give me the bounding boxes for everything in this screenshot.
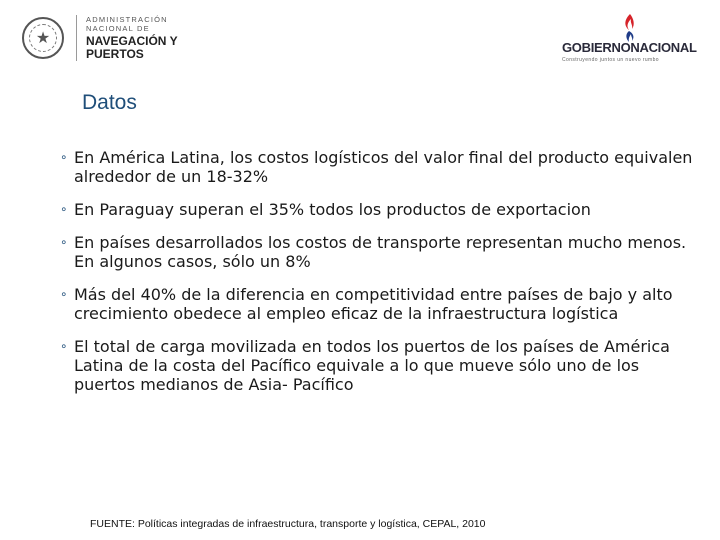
bullet-text: En América Latina, los costos logísticos del valor final del producto equivalen alrededor de un 18-32% bbox=[74, 148, 693, 186]
logo-divider bbox=[76, 15, 77, 61]
bullet-text: En países desarrollados los costos de transporte representan mucho menos. En algunos casos, sólo un 8% bbox=[74, 233, 687, 271]
government-logo bbox=[562, 14, 697, 64]
bullet-text: Más del 40% de la diferencia en competitividad entre países de bajo y alto crecimiento obedece al empleo eficaz de la infraestructura logística bbox=[74, 285, 673, 323]
source-footnote: FUENTE: Políticas integradas de infraestructura, transporte y logística, CEPAL, 2010 bbox=[90, 518, 486, 530]
bullet-item bbox=[60, 200, 700, 219]
agency-line1: ADMINISTRACIÓN bbox=[86, 15, 168, 24]
agency-name bbox=[86, 15, 178, 61]
national-seal-icon bbox=[22, 17, 64, 59]
bullet-text: En Paraguay superan el 35% todos los productos de exportacion bbox=[74, 200, 591, 219]
government-tagline: Construyendo juntos un nuevo rumbo bbox=[562, 57, 659, 63]
government-name-part2: NACIONAL bbox=[630, 40, 697, 55]
bullet-text: El total de carga movilizada en todos los puertos de los países de América Latina de la costa del Pacífico equivale a lo que mueve sólo uno de los puertos medianos de Asia- Pacífico bbox=[74, 337, 670, 394]
bullet-icon: ∘ bbox=[60, 150, 68, 164]
bullet-icon: ∘ bbox=[60, 339, 68, 353]
government-name bbox=[562, 40, 697, 55]
bullet-icon: ∘ bbox=[60, 235, 68, 249]
bullet-icon: ∘ bbox=[60, 287, 68, 301]
bullet-list bbox=[60, 148, 700, 408]
slide-title: Datos bbox=[82, 91, 137, 114]
bullet-item bbox=[60, 285, 700, 323]
agency-line4: PUERTOS bbox=[86, 47, 144, 61]
bullet-item bbox=[60, 233, 700, 271]
bullet-item bbox=[60, 337, 700, 394]
government-name-part1: GOBIERNO bbox=[562, 40, 631, 55]
agency-logo bbox=[22, 12, 178, 64]
agency-line3: NAVEGACIÓN Y bbox=[86, 34, 178, 48]
bullet-icon: ∘ bbox=[60, 202, 68, 216]
agency-line2: NACIONAL DE bbox=[86, 24, 150, 33]
bullet-item bbox=[60, 148, 700, 186]
flame-emblem-icon bbox=[622, 14, 636, 42]
